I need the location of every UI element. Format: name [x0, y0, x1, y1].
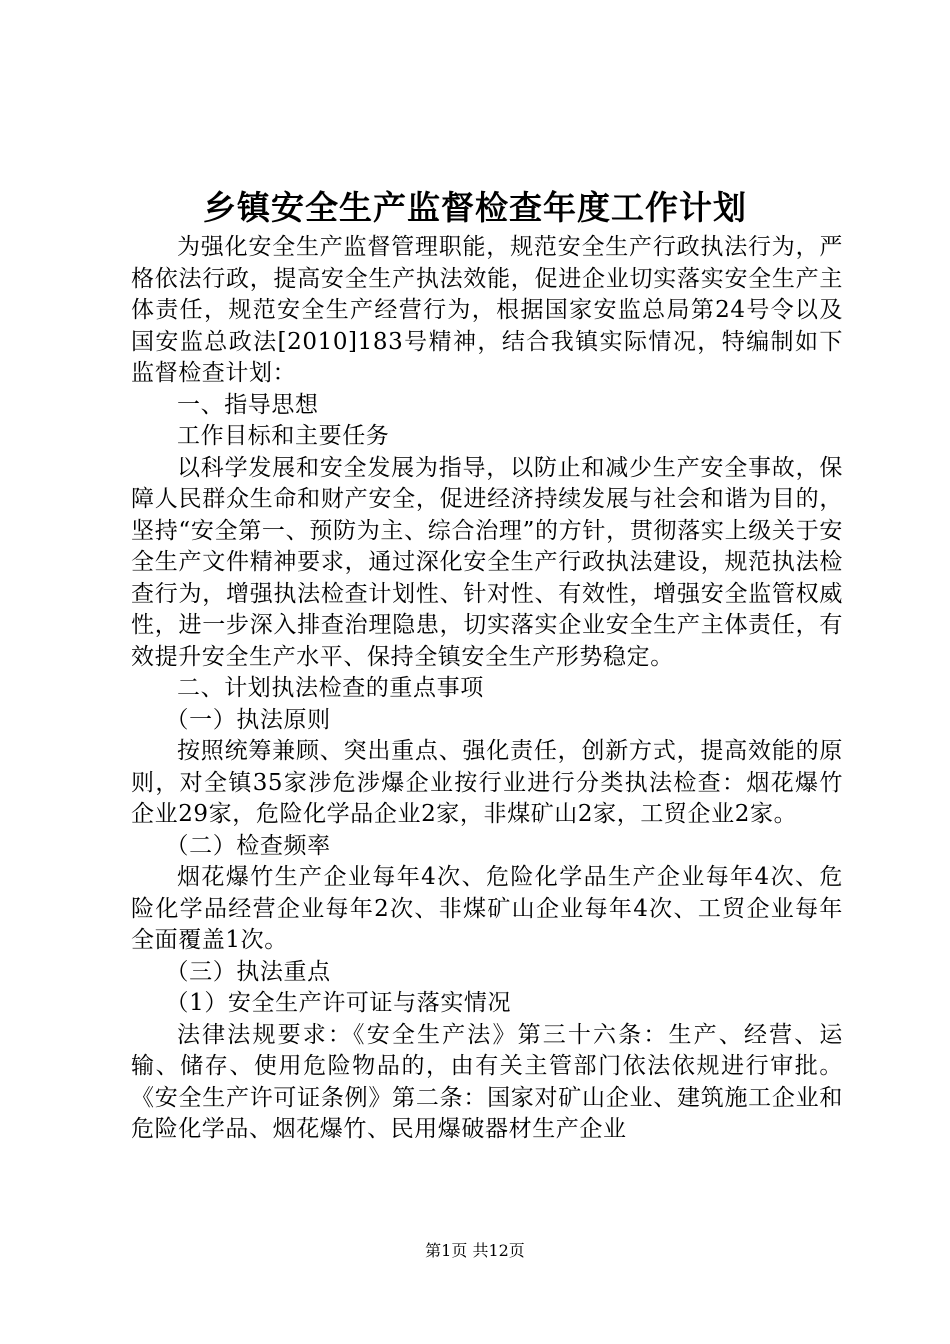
subheading-frequency: （二）检查频率 [165, 832, 331, 859]
section-heading-key-matters: 二、计划执法检查的重点事项 [177, 675, 484, 701]
paragraph-principles: 按照统筹兼顾、突出重点、强化责任，创新方式，提高效能的原则，对全镇35家涉危涉爆企业按行业进行分类执法检查：烟花爆竹企业29家，危险化学品企业2家，非煤矿山2家，工贸企业2家。 [131, 738, 843, 827]
paragraph-guidance: 以科学发展和安全发展为指导，以防止和减少生产安全事故，保障人民群众生命和财产安全，促进经济持续发展与社会和谐为目的，坚持“安全第一、预防为主、综合治理”的方针，贯彻落实上级关于安全生产文件精神要求，通过深化安全生产行政执法建设，规范执法检查行为，增强执法检查计划性、针对性、有效性，增强安全监管权威性，进一步深入排查治理隐患，切实落实企业安全生产主体责任，有效提升安全生产水平、保持全镇安全生产形势稳定。 [131, 454, 843, 670]
page-number-footer: 第1页 共12页 [425, 1241, 525, 1260]
paragraph-intro: 为强化安全生产监督管理职能，规范安全生产行政执法行为，严格依法行政，提高安全生产执法效能，促进企业切实落实安全生产主体责任，规范安全生产经营行为，根据国家安监总局第24号令以及国安监总政法[2010]183号精神，结合我镇实际情况，特编制如下监督检查计划： [131, 234, 843, 386]
subheading-license: （1）安全生产许可证与落实情况 [165, 990, 512, 1016]
section-heading-guiding-thought: 一、指导思想 [177, 391, 319, 418]
document-body [131, 232, 843, 1146]
paragraph-frequency: 烟花爆竹生产企业每年4次、危险化学品生产企业每年4次、危险化学品经营企业每年2次、非煤矿山企业每年4次、工贸企业每年全面覆盖1次。 [131, 864, 843, 953]
paragraph-legal-requirements: 法律法规要求：《安全生产法》第三十六条：生产、经营、运输、储存、使用危险物品的，由有关主管部门依法依规进行审批。《安全生产许可证条例》第二条：国家对矿山企业、建筑施工企业和危险化学品、烟花爆竹、民用爆破器材生产企业 [131, 1021, 843, 1142]
document-title: 乡镇安全生产监督检查年度工作计划 [203, 188, 747, 227]
subheading-principles: （一）执法原则 [165, 706, 331, 733]
subheading-enforcement-focus: （三）执法重点 [165, 958, 331, 985]
subheading-goals-tasks: 工作目标和主要任务 [177, 423, 390, 449]
